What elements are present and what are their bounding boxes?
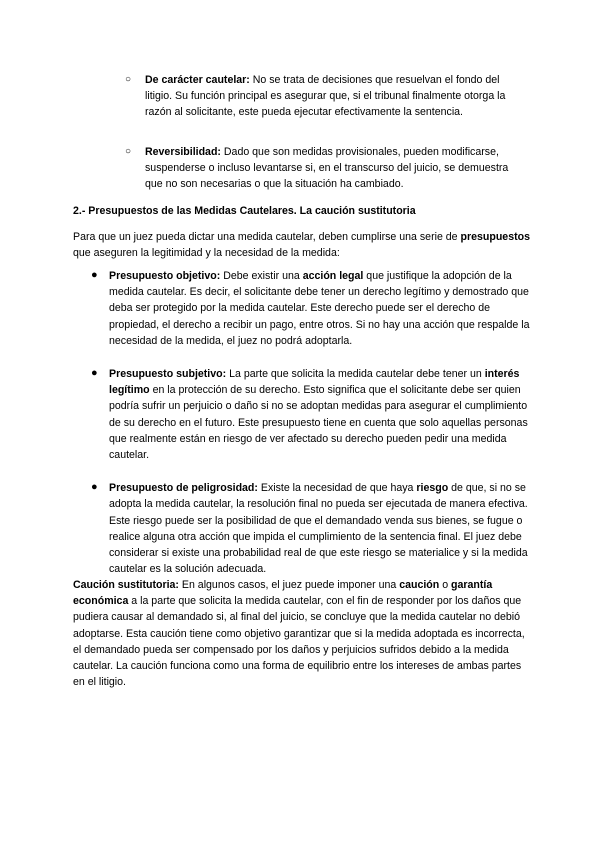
bullet-bold: interés legítimo (109, 368, 520, 397)
intro-bold-presupuestos: presupuestos (460, 231, 530, 243)
intro-paragraph (73, 229, 533, 261)
bullet-bold: acción legal (302, 270, 364, 282)
caucion-bold: garantía económica (73, 579, 493, 608)
bullet-icon: ● (91, 367, 98, 380)
bullet-text: Debe existir una (220, 270, 303, 282)
caucion-text: o (439, 579, 452, 591)
caucion-text: a la parte que solicita la medida cautelar, con el fin de responder por los daños que pudiera causar al demandado si, al final del juicio, se concluye que la medida cautelar no debió adoptarse. Esta caución tiene como objetivo garantizar que si la medida adoptada es incorrecta, el demandado pueda ser compensado por los daños y perjuicios sufridos debido a la medida cautelar. La caución funciona como una forma de equilibrio entre los intereses de ambas partes en el litigio. (73, 595, 525, 689)
bullet-bold: riesgo (416, 482, 449, 495)
sublist-item-term: De carácter cautelar: (145, 74, 250, 86)
hollow-bullet-icon: ○ (125, 74, 132, 85)
caucion-text: En algunos casos, el juez puede imponer una (178, 579, 400, 591)
caucion-bold: caución (399, 579, 440, 591)
bullet-text: que justifique la adopción de la medida cautelar. Es decir, el solicitante debe tener un derecho legítimo y demostrado que deba ser protegido por la medida cautelar. Este derecho puede ser el derecho de propiedad, el derecho a recibir un pago, entre otros. Si no hay una acción que respalde la necesidad de la medida, el juez no podrá adoptarla. (109, 270, 530, 347)
sublist-item-term: Reversibilidad: (145, 145, 221, 158)
sublist-item-caracter-cautelar (125, 72, 525, 121)
bullet-text: La parte que solicita la medida cautelar debe tener un (226, 368, 485, 381)
bullet-text: en la protección de su derecho. Esto significa que el solicitante debe ser quien podría sufrir un perjuicio o daño si no se adoptan medidas para asegurar el cumplimiento de su derecho en el futuro. Este presupuesto tiene en cuenta que solo aquellas personas que realmente están en riesgo de ver afectado su derecho pueden pedir una medida cautelar. (109, 384, 528, 462)
bullet-presupuesto-objetivo (91, 268, 531, 349)
sublist-item-text: Dado que son medidas provisionales, pueden modificarse, suspenderse o incluso levantarse si, en el transcurso del juicio, se demuestra que no son necesarias o que la situación ha cambiado. (145, 145, 509, 191)
bullet-presupuesto-peligrosidad (91, 480, 531, 577)
section-heading: 2.- Presupuestos de las Medidas Cautelares. La caución sustitutoria (73, 205, 416, 217)
bullet-presupuesto-subjetivo (91, 366, 531, 463)
caucion-term: Caución sustitutoria: (73, 579, 179, 591)
intro-text: que aseguren la legitimidad y la necesidad de la medida: (73, 247, 340, 260)
bullet-term: Presupuesto subjetivo: (109, 368, 227, 381)
presupuestos-list (91, 268, 531, 577)
bullet-icon: ● (91, 269, 98, 281)
hollow-bullet-icon: ○ (125, 145, 132, 157)
sublist-item-text: No se trata de decisiones que resuelvan el fondo del litigio. Su función principal es asegurar que, si el tribunal finalmente otorga la razón al solicitante, este pueda ejecutar efectivamente la sentencia. (145, 74, 506, 119)
bullet-term: Presupuesto objetivo: (109, 270, 221, 282)
bullet-term: Presupuesto de peligrosidad: (109, 482, 258, 495)
bullet-text: Existe la necesidad de que haya (257, 482, 417, 495)
intro-text: Para que un juez pueda dictar una medida cautelar, deben cumplirse una serie de (73, 231, 461, 243)
caucion-paragraph (73, 577, 533, 690)
bullet-icon: ● (91, 481, 98, 494)
sublist-item-reversibilidad (125, 144, 525, 193)
bullet-text: de que, si no se adopta la medida cautelar, la resolución final no pueda ser ejecutada de manera efectiva. Este riesgo puede ser la posibilidad de que el demandado venda sus bienes, se fugue o realice alguna otra acción que impida el cumplimiento de la sentencia final. El juez debe considerar si existe una probabilidad real de que este riesgo se materialice y si la medida cautelar es la solución adecuada. (109, 482, 528, 576)
characteristics-sublist (125, 72, 525, 192)
